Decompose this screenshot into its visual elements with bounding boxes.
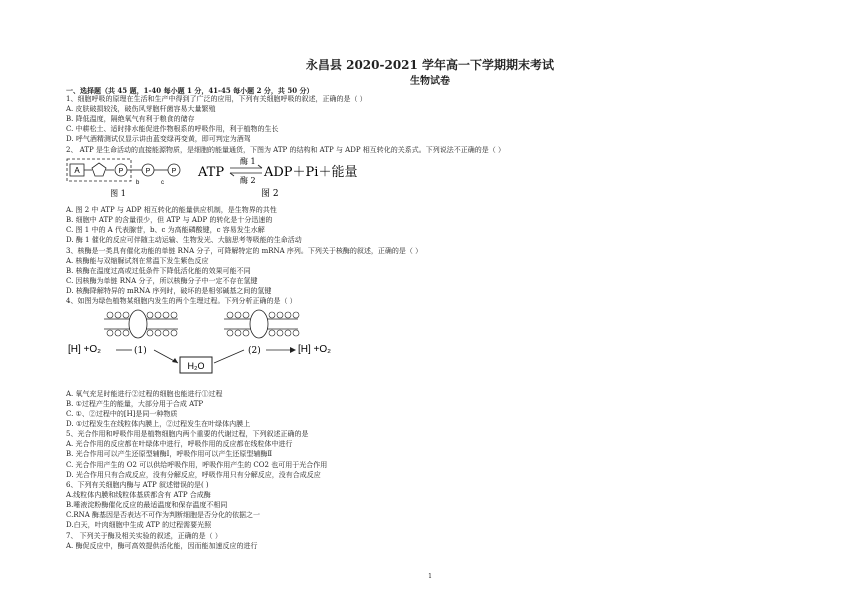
question-line: A. 酶促反应中，酶可高效提供活化能，因而能加速反应的进行 <box>66 542 258 550</box>
svg-text:P: P <box>171 168 177 175</box>
bond-label-c: c <box>161 180 164 186</box>
membrane-right <box>224 310 299 338</box>
membrane-process-figure <box>66 305 366 380</box>
membrane-left <box>104 310 178 338</box>
ribose-pentagon <box>92 163 106 176</box>
atp-label: ATP <box>198 165 225 180</box>
question-line: A.线粒体内膜和线粒体基质都含有 ATP 合成酶 <box>66 491 211 499</box>
svg-text:P: P <box>118 168 124 175</box>
enzyme-1-label: 酶 1 <box>240 157 256 166</box>
question-line: D. 光合作用只有合成反应，没有分解反应，呼吸作用只有分解反应，没有合成反应 <box>66 471 321 479</box>
question-line: D. 酶 1 催化的反应可伴随主动运输、生物发光、大脑思考等吸能的生命活动 <box>66 236 302 244</box>
water-label: H₂O <box>187 361 205 371</box>
question-line: 5、光合作用和呼吸作用是植物细胞内两个重要的代谢过程，下列叙述正确的是 <box>66 430 309 438</box>
right-product: [H] +O₂ <box>298 344 332 355</box>
figure-1-caption: 图 1 <box>110 189 126 198</box>
section-heading: 一、选择题（共 45 题，1-40 每小题 1 分，41-45 每小题 2 分，共 50 分） <box>66 86 314 95</box>
question-line: D. 呼气酒精测试仪显示讲由蓝变绿再变黄，即可判定为酒驾 <box>66 135 251 143</box>
question-line: D.白天，叶肉细胞中生成 ATP 的过程需要光照 <box>66 521 212 529</box>
membrane-protein <box>129 310 147 338</box>
box-label: A <box>74 166 80 175</box>
svg-text:P: P <box>145 168 151 175</box>
question-line: A. 皮肤破损较浅，破伤风芽胞杆菌容易大量繁殖 <box>66 105 216 113</box>
question-line: A. 核酶能与双缩脲试剂在常温下发生紫色反应 <box>66 257 209 265</box>
left-reactant: [H] +O₂ <box>68 344 102 355</box>
question-line: 3、核酶是一类具有催化功能的单链 RNA 分子，可降解特定的 mRNA 序列。下列关于核酶的叙述，正确的是（ ） <box>66 247 423 255</box>
question-line: D. ①过程发生在线粒体内膜上，②过程发生在叶绿体内膜上 <box>66 420 251 428</box>
question-line: 7、 下列关于酶及相关实验的叙述，正确的是（ ） <box>66 532 222 540</box>
question-line: B. 降低温度，隔绝氧气有利于粮食的储存 <box>66 115 195 123</box>
page-subtitle: 生物试卷 <box>410 76 450 87</box>
question-line: A. 氧气充足时能进行②过程的细胞也能进行①过程 <box>66 390 223 398</box>
question-line: C. ①、②过程中的[H]是同一种物质 <box>66 410 178 418</box>
question-line: B. 光合作用可以产生还原型辅酶Ⅰ，呼吸作用可以产生还原型辅酶Ⅱ <box>66 450 273 458</box>
question-line: C. 光合作用产生的 O2 可以供给呼吸作用，呼吸作用产生的 CO2 也可用于光合作用 <box>66 461 328 469</box>
question-line: 1、细胞呼吸的原理在生活和生产中得到了广泛的应用，下列有关细胞呼吸的叙述，正确的是（ ） <box>66 95 367 103</box>
question-line: B. 细胞中 ATP 的含量很少，但 ATP 与 ADP 的转化是十分迅速的 <box>66 216 273 224</box>
question-line: 2、 ATP 是生命活动的直接能源物质，是细胞的能量通货，下图为 ATP 的结构和 ATP 与 ADP 相互转化的关系式。下列说法不正确的是（ ） <box>66 146 506 154</box>
step-2-label: (2) <box>248 346 261 356</box>
question-line: B. ①过程产生的能量，大部分用于合成 ATP <box>66 400 204 408</box>
step-1-label: (1) <box>134 346 147 356</box>
question-line: 6、下列有关细胞内酶与 ATP 叙述错误的是( ) <box>66 481 209 489</box>
question-line: C.RNA 酶基因是否表达不可作为判断细胞是否分化的依据之一 <box>66 511 261 519</box>
adp-pi-energy-label: ADP＋Pi＋能量 <box>264 165 358 180</box>
question-line: B.唾液淀粉酶催化反应的最适温度和保存温度不相同 <box>66 501 228 509</box>
question-line: 4、如图为绿色植物某细胞内发生的两个生理过程。下列分析正确的是（ ） <box>66 297 297 305</box>
question-line: D. 核酶降解特异的 mRNA 序列时，破坏的是相邻碱基之间的氢键 <box>66 287 272 295</box>
membrane-protein <box>250 310 268 338</box>
question-line: C. 中耕松土、适时排水能促进作物根系的呼吸作用，利于植物的生长 <box>66 125 279 133</box>
atp-structure-figure <box>66 158 196 200</box>
page-title: 永昌县 2020-2021 学年高一下学期期末考试 <box>305 58 555 72</box>
question-line: A. 光合作用的反应都在叶绿体中进行，呼吸作用的反应都在线粒体中进行 <box>66 440 293 448</box>
question-line: B. 核酶在温度过高或过低条件下降低活化能的效果可能不同 <box>66 267 251 275</box>
question-line: A. 图 2 中 ATP 与 ADP 相互转化的能量供应机制，是生物界的共性 <box>66 206 277 214</box>
figure-2-caption: 图 2 <box>261 189 279 199</box>
atp-adp-equation-figure <box>196 156 366 200</box>
enzyme-2-label: 酶 2 <box>240 176 256 185</box>
question-line: C. 因核酶为单链 RNA 分子，所以核酶分子中一定不存在氢键 <box>66 277 258 285</box>
page-number: 1 <box>428 573 432 580</box>
bond-label-b: b <box>136 180 140 186</box>
question-line: C. 图 1 中的 A 代表腺苷，b、c 为高能磷酸键，c 容易发生水解 <box>66 226 265 234</box>
